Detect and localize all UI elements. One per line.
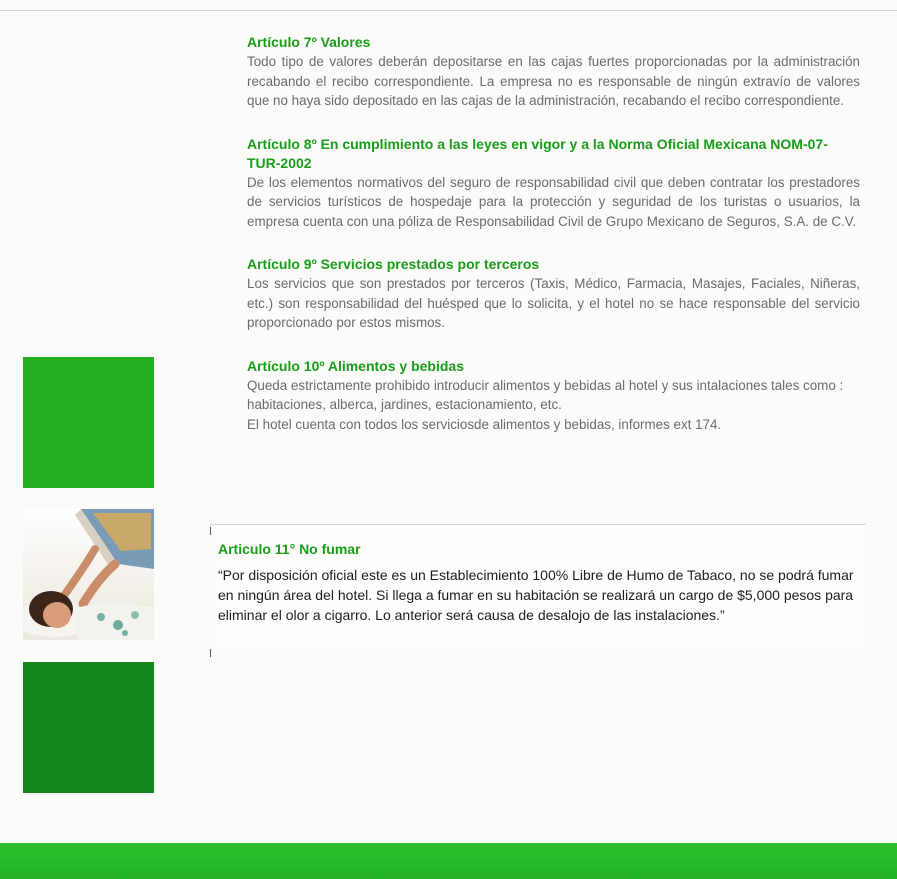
article-11-title: Articulo 11° No fumar — [218, 541, 361, 557]
green-square-bottom — [23, 662, 154, 793]
no-smoking-notice — [210, 524, 866, 653]
article-9 — [247, 255, 860, 333]
article-7 — [247, 33, 860, 111]
footer-green-band — [0, 843, 897, 879]
article-9-body: Los servicios que son prestados por terceros (Taxis, Médico, Farmacia, Masajes, Faciales, Niñeras, etc.) son responsabilidad del huésped que lo solicita, y el hotel no se hace responsable del servicio proporcionado por estos mismos. — [247, 276, 860, 330]
crop-mark-bottom — [210, 649, 211, 657]
crop-mark-top — [210, 527, 211, 535]
article-10 — [247, 357, 860, 435]
child-reading-photo — [23, 509, 154, 640]
article-10-title: Artículo 10º Alimentos y bebidas — [247, 357, 464, 374]
article-8-title: Artículo 8º En cumplimiento a las leyes en vigor y a la Norma Oficial Mexicana NOM-07-TUR-2002 — [247, 135, 828, 171]
green-square-top — [23, 357, 154, 488]
article-8 — [247, 135, 860, 232]
regulations-articles — [247, 33, 860, 458]
article-10-body-line1: Queda estrictamente prohibido introducir alimentos y bebidas al hotel y sus intalaciones tales como : habitaciones, alberca, jardines, estacionamiento, etc. — [247, 377, 844, 412]
article-10-body-line2: El hotel cuenta con todos los serviciosde alimentos y bebidas, informes ext 174. — [247, 416, 722, 432]
top-divider — [0, 10, 897, 11]
article-8-body: De los elementos normativos del seguro de responsabilidad civil que deben contratar los prestadores de servicios turísticos de hospedaje para la protección y seguridad de los turistas o usuarios, la empresa cuenta con una póliza de Responsabilidad Civil de Grupo Mexicano de Seguros, S.A. de C.V. — [247, 174, 860, 229]
article-11-body: “Por disposición oficial este es un Establecimiento 100% Libre de Humo de Tabaco, no se podrá fumar en ningún área del hotel. Si llega a fumar en su habitación se realizará un cargo de $5,000 pesos para eliminar el olor a cigarro. Lo anterior será causa de desalojo de las instalaciones.” — [218, 567, 854, 623]
article-9-title: Artículo 9º Servicios prestados por terceros — [247, 256, 540, 272]
article-7-title: Artículo 7º Valores — [247, 34, 371, 50]
article-7-body: Todo tipo de valores deberán depositarse en las cajas fuertes proporcionadas por la administración recabando el recibo correspondiente. La empresa no es responsable de ningún extravío de valores que no haya sido depositado en las cajas de la administración, recabando el recibo correspondiente. — [247, 54, 860, 108]
